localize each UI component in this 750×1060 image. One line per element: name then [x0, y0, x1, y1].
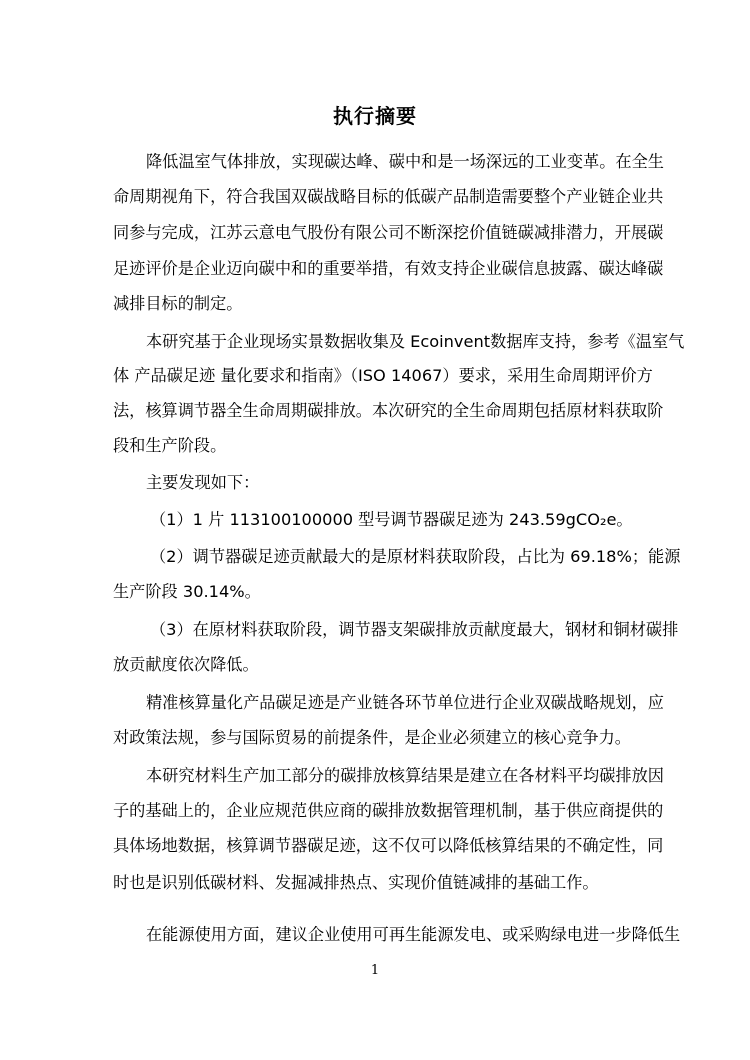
text-line: （2）调节器碳足迹贡献最大的是原材料获取阶段，占比为 69.18%；能源 [150, 547, 681, 566]
text-line: 足迹评价是企业迈向碳中和的重要举措，有效支持企业碳信息披露、碳达峰碳 [113, 259, 664, 278]
text-line: 本研究材料生产加工部分的碳排放核算结果是建立在各材料平均碳排放因 [146, 766, 664, 785]
text-line: （3）在原材料获取阶段，调节器支架碳排放贡献度最大，钢材和铜材碳排 [150, 620, 679, 639]
text-line: 子的基础上的，企业应规范供应商的碳排放数据管理机制，基于供应商提供的 [113, 801, 664, 820]
text-line: 同参与完成，江苏云意电气股份有限公司不断深挖价值链碳减排潜力，开展碳 [113, 223, 664, 242]
text-line: 主要发现如下： [146, 473, 260, 492]
text-line: 在能源使用方面，建议企业使用可再生能源发电、或采购绿电进一步降低生 [146, 925, 681, 944]
text-line: 减排目标的制定。 [113, 294, 243, 313]
text-line: 时也是识别低碳材料、发掘减排热点、实现价值链减排的基础工作。 [113, 873, 599, 892]
text-line: 放贡献度依次降低。 [113, 655, 259, 674]
text-line: 本研究基于企业现场实景数据收集及 Ecoinvent数据库支持，参考《温室气 [146, 332, 685, 351]
text-line: 具体场地数据，核算调节器碳足迹，这不仅可以降低核算结果的不确定性，同 [113, 836, 664, 855]
text-line: 段和生产阶段。 [113, 436, 227, 455]
text-line: 对政策法规，参与国际贸易的前提条件，是企业必须建立的核心竞争力。 [113, 728, 631, 747]
text-line: 命周期视角下，符合我国双碳战略目标的低碳产品制造需要整个产业链企业共 [113, 187, 664, 206]
text-line: （1）1 片 113100100000 型号调节器碳足迹为 243.59gCO₂e。 [150, 510, 633, 529]
text-line: 体 产品碳足迹 量化要求和指南》（ISO 14067）要求，采用生命周期评价方 [113, 366, 653, 385]
page-title: 执行摘要 [333, 104, 417, 128]
text-line: 降低温室气体排放，实现碳达峰、碳中和是一场深远的工业变革。在全生 [146, 152, 664, 171]
text-line: 生产阶段 30.14%。 [113, 582, 261, 601]
page-number: 1 [370, 963, 380, 978]
text-line: 精准核算量化产品碳足迹是产业链各环节单位进行企业双碳战略规划，应 [146, 693, 664, 712]
text-line: 法，核算调节器全生命周期碳排放。本次研究的全生命周期包括原材料获取阶 [113, 401, 664, 420]
